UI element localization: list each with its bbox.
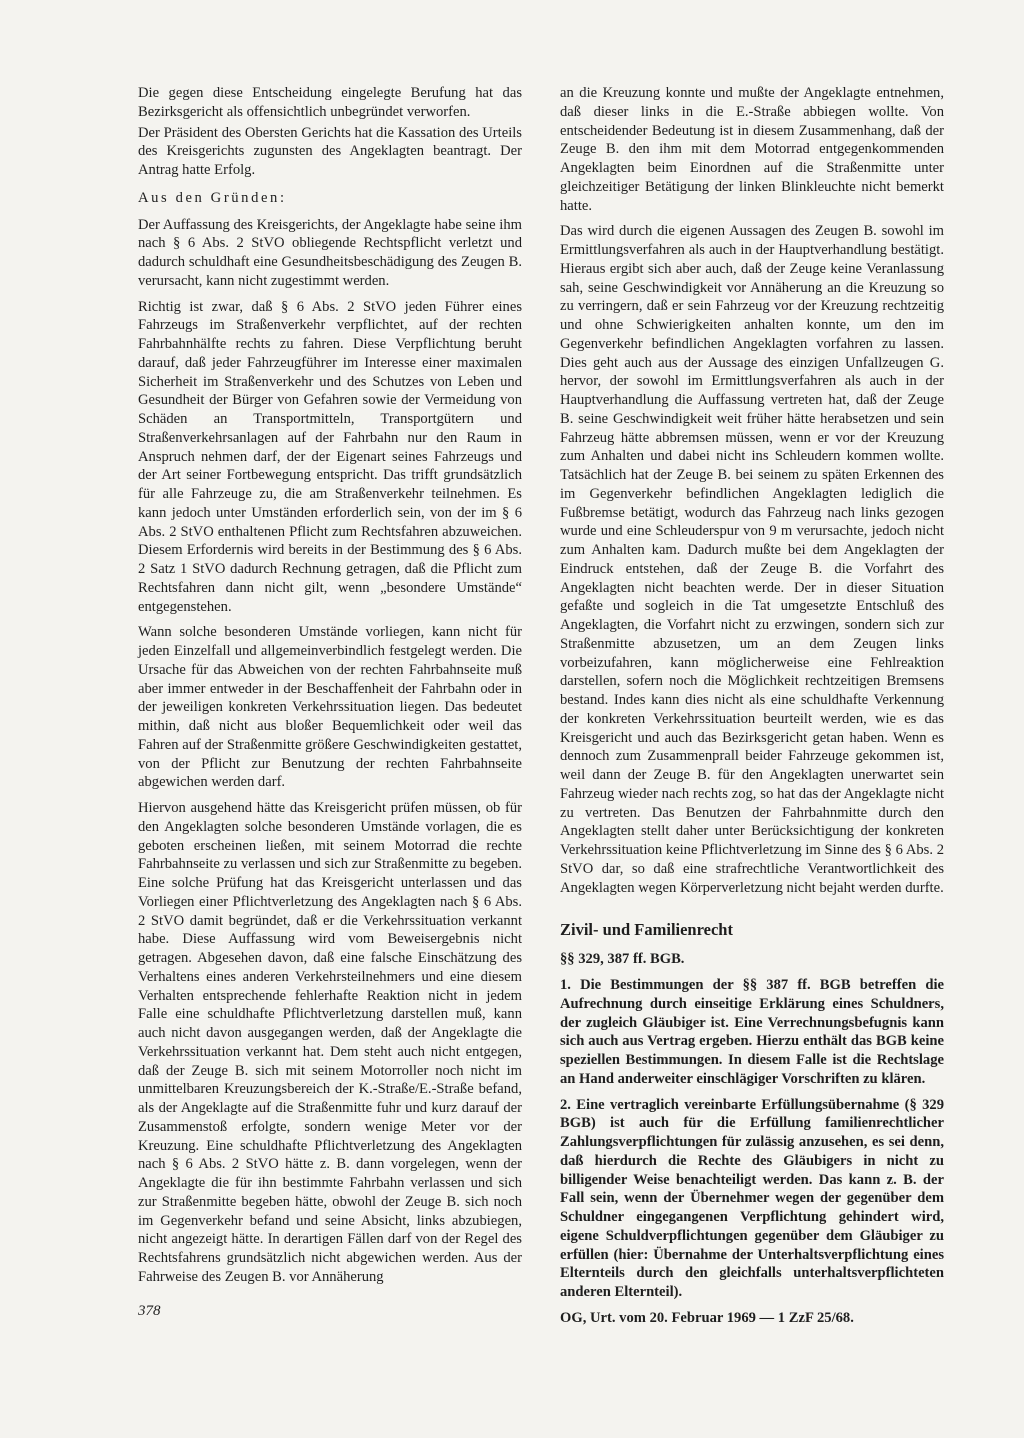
intro-paragraph: Der Präsident des Obersten Gerichts hat die Kassation des Urteils des Kreisgerichts zugunsten des Angeklagten beantragt. Der Antrag hatte Erfolg. xyxy=(138,124,522,178)
body-paragraph: Hiervon ausgehend hätte das Kreisgericht prüfen müssen, ob für den Angeklagten solche besonderen Umstände vorlagen, die es geboten erscheinen ließen, mit seinem Motorrad die rechte Fahrbahnseite zu verlassen und sich zur Straßenmitte zu begeben. Eine solche Prüfung hat das Kreisgericht unterlassen und das Vorliegen einer Pflichtverletzung des Angeklagten nach § 6 Abs. 2 StVO damit begründet, daß er die Verkehrssituation verkannt habe. Diese Auffassung wird vom Beweisergebnis nicht getragen. Abgesehen davon, daß eine falsche Einschätzung des Verhaltens eines anderen Verkehrsteilnehmers und eine diesem Verhalten entsprechende fehlerhafte Reaktion nicht in jedem Falle eine schuldhafte Pflichtverletzung darstellen muß, kann auch nicht davon ausgegangen werden, daß der Angeklagte die Verkehrssituation verkannt hat. Dem steht auch nicht entgegen, daß der Zeuge B. sich mit seinem Motorroller noch nicht im unmittelbaren Kreuzungsbereich der K.-Straße/E.-Straße befand, als der Angeklagte auf die Straßenmitte fuhr und kurz darauf der Zusammenstoß erfolgte, sondern wenige Meter vor der Kreuzung. Eine schuldhafte Pflichtverletzung des Angeklagten nach § 6 Abs. 2 StVO hätte z. B. dann vorgelegen, wenn der Angeklagte die für ihn bestimmte Fahrbahn verlassen und sich zur Straßenmitte begeben hätte, obwohl der Zeuge B. sich noch im Gegenverkehr befand und seine Absicht, links abzubiegen, nicht angezeigt hätte. In derartigen Fällen darf von der Regel des Rechtsfahrens grundsätzlich nicht abgewichen werden. Aus der Fahrweise des Zeugen B. vor Annäherung xyxy=(138,800,522,1285)
intro-paragraph: Die gegen diese Entscheidung eingelegte Berufung hat das Bezirksgericht als offensichtlich unbegründet verworfen. xyxy=(138,85,522,120)
headnote: 2. Eine vertraglich vereinbarte Erfüllungsübernahme (§ 329 BGB) ist auch für die Erfüllung familienrechtlicher Zahlungsverpflichtungen für zulässig anzusehen, es sei denn, daß hierdurch die Rechte des Gläubigers in nicht zu billigender Weise benachteiligt werden. Das kann z. B. der Fall sein, wenn der Übernehmer wegen der gegenüber dem Schuldner eingegangenen Verpflichtung gehindert wird, eigene Schuldverpflichtungen gegenüber dem Gläubiger zu erfüllen (hier: Übernahme der Unterhaltsverpflichtung eines Elternteils durch den gleichfalls unterhaltsverpflichteten anderen Elternteil). xyxy=(560,1096,944,1300)
body-paragraph: an die Kreuzung konnte und mußte der Angeklagte entnehmen, daß dieser links in die E.-Straße abbiegen wollte. Von entscheidender Bedeutung ist in diesem Zusammenhang, daß der Zeuge B. den ihm mit dem Motorrad entgegenkommenden Angeklagten beim Einordnen auf die Straßenmitte unter gleichzeitiger Betätigung der linken Blinkleuchte nicht bemerkt hatte. xyxy=(560,85,944,214)
court-citation: OG, Urt. vom 20. Februar 1969 — 1 ZzF 25/68. xyxy=(560,1309,854,1326)
body-paragraph: Der Auffassung des Kreisgerichts, der Angeklagte habe seine ihm nach § 6 Abs. 2 StVO obliegende Rechtspflicht verletzt und dadurch schuldhaft eine Gesundheitsbeschädigung des Zeugen B. verursacht, kann nicht zugestimmt werden. xyxy=(138,216,522,289)
section-heading: Zivil- und Familienrecht xyxy=(560,920,733,940)
page-number: 378 xyxy=(138,1303,161,1319)
left-column xyxy=(138,84,522,1294)
headnote: 1. Die Bestimmungen der §§ 387 ff. BGB betreffen die Aufrechnung durch einseitige Erklärung eines Schuldners, der zugleich Gläubiger ist. Eine Verrechnungsbefugnis kann sich auch aus Vertrag ergeben. Hierzu enthält das BGB keine speziellen Bestimmungen. In diesem Falle ist die Rechtslage an Hand anderweiter einschlägiger Vorschriften zu klären. xyxy=(560,977,944,1087)
body-paragraph: Wann solche besonderen Umstände vorliegen, kann nicht für jeden Einzelfall und allgemeinverbindlich festgelegt werden. Die Ursache für das Abweichen von der rechten Fahrbahnseite muß aber immer entweder in der Beschaffenheit der Fahrbahn oder in der jeweiligen konkreten Verkehrssituation liegen. Das bedeutet mithin, daß nicht aus bloßer Bequemlichkeit oder weil das Fahren auf der Straßenmitte größere Geschwindigkeiten gestattet, von der Pflicht zur Benutzung der rechten Fahrbahnseite abgewichen werden darf. xyxy=(138,624,522,791)
body-paragraph: Richtig ist zwar, daß § 6 Abs. 2 StVO jeden Führer eines Fahrzeugs im Straßenverkehr verpflichtet, auf der rechten Fahrbahnhälfte rechts zu fahren. Diese Verpflichtung beruht darauf, daß jeder Fahrzeugführer im Interesse einer maximalen Sicherheit im Straßenverkehr und des Schutzes von Leben und Gesundheit der Bürger von Gefahren sowie der Vermeidung von Schäden an Transportmitteln, Transportgütern und Straßenverkehrsanlagen auf der Fahrbahn nur den Raum in Anspruch nehmen darf, der der Eigenart seines Fahrzeugs und der Art seiner Fortbewegung entspricht. Das trifft grundsätzlich für alle Fahrzeuge zu, die am Straßenverkehr teilnehmen. Es kann jedoch unter Umständen erforderlich sein, von der im § 6 Abs. 2 StVO enthaltenen Pflicht zum Rechtsfahren abzuweichen. Diesem Erfordernis wird bereits in der Bestimmung des § 6 Abs. 2 Satz 1 StVO dadurch Rechnung getragen, daß die Pflicht zum Rechtsfahren dann nicht gilt, wenn „besondere Umstände“ entgegenstehen. xyxy=(138,298,522,615)
statute-reference: §§ 329, 387 ff. BGB. xyxy=(560,951,685,968)
right-column xyxy=(560,84,944,1335)
reasons-heading: Aus den Gründen: xyxy=(138,189,287,206)
body-paragraph: Das wird durch die eigenen Aussagen des Zeugen B. sowohl im Ermittlungsverfahren als auch in der Hauptverhandlung bestätigt. Hieraus ergibt sich aber auch, daß der Zeuge keine Veranlassung sah, seine Geschwindigkeit vor Annäherung an die Kreuzung so zu verringern, daß er sein Fahrzeug vor der Kreuzung rechtzeitig und ohne Schwierigkeiten anhalten konnte, um den im Gegenverkehr befindlichen Angeklagten vorfahren zu lassen. Dies geht auch aus der Aussage des einzigen Unfallzeugen G. hervor, der sowohl im Ermittlungsverfahren als auch in der Hauptverhandlung die Auffassung vertreten hat, daß der Zeuge B. seine Geschwindigkeit weit früher hätte herabsetzen und sein Fahrzeug hätte abbremsen müssen, wenn er vor der Kreuzung zum Anhalten und dabei nicht ins Schleudern kommen wollte. Tatsächlich hat der Zeuge B. bei seinem zu späten Erkennen des im Gegenverkehr befindlichen Angeklagten lediglich die Fußbremse betätigt, wodurch das Fahrzeug nach links gezogen wurde und eine Schleuderspur von 9 m verursachte, jedoch nicht zum Anhalten kam. Dadurch mußte bei dem Angeklagten der Eindruck entstehen, daß der Zeuge B. die Vorfahrt des Angeklagten nicht beachten werde. Der in dieser Situation gefaßte und sogleich in die Tat umgesetzte Entschluß des Angeklagten, die Vorfahrt nicht zu erzwingen, sondern sich zur Straßenmitte abzusetzen, um an dem Zeugen links vorbeizufahren, kann möglicherweise eine Fehlreaktion darstellen, sofern noch die Möglichkeit rechtzeitigen Bremsens bestand. Indes kann dies nicht als eine schuldhafte Verkennung der konkreten Verkehrssituation beurteilt werden, wie es das Kreisgericht und auch das Bezirksgericht getan haben. Wenn es dennoch zum Zusammenprall beider Fahrzeuge gekommen ist, weil dann der Zeuge B. für den Angeklagten unerwartet sein Fahrzeug wieder nach rechts zog, so hat das der Angeklagte nicht zu vertreten. Das Benutzen der Fahrbahnmitte durch den Angeklagten stellt daher unter Berücksichtigung der konkreten Verkehrssituation keine Pflichtverletzung im Sinne des § 6 Abs. 2 StVO dar, so daß eine strafrechtliche Verantwortlichkeit des Angeklagten wegen Körperverletzung nicht bejaht werden durfte. xyxy=(560,223,944,896)
